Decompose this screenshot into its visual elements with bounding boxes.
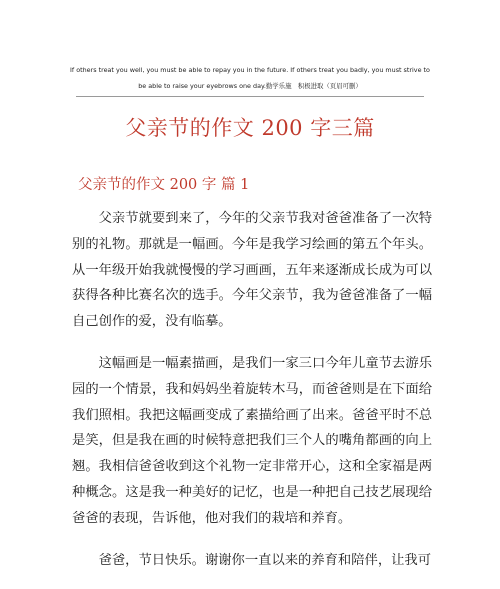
header-line-1: If others treat you well, you must be able to repay you in the future. If others treat you badly, you must strive to	[70, 66, 430, 74]
header-line-2: be able to raise your eyebrows one day.勤学乐施 积极进取（页眉可删）	[138, 82, 362, 90]
header-divider	[76, 96, 424, 97]
paragraph: 爸爸，节日快乐。谢谢你一直以来的养育和陪伴，让我可	[98, 552, 432, 568]
document-body	[72, 206, 432, 589]
document-title: 父亲节的作文 200 字三篇	[125, 116, 375, 140]
section-title: 父亲节的作文 200 字 篇 1	[78, 177, 250, 193]
paragraph: 父亲节就要到来了，今年的父亲节我对爸爸准备了一次特别的礼物。那就是一幅画。今年是我学习绘画的第五个年头。从一年级开始我就慢慢的学习画画，五年来逐渐成长成为可以获得各种比赛名次的选手。今年父亲节，我为爸爸准备了一幅自己创作的爱，没有临摹。	[72, 211, 432, 330]
paragraph: 这幅画是一幅素描画，是我们一家三口今年儿童节去游乐园的一个情景，我和妈妈坐着旋转木马，而爸爸则是在下面给我们照相。我把这幅画变成了素描给画了出来。爸爸平时不总是笑，但是我在画的时候特意把我们三个人的嘴角都画的向上翘。我相信爸爸收到这个礼物一定非常开心，这和全家福是两种概念。这是我一种美好的记忆，也是一种把自己技艺展现给爸爸的表现，告诉他，他对我们的栽培和养育。	[72, 355, 432, 526]
page-header	[0, 62, 500, 94]
